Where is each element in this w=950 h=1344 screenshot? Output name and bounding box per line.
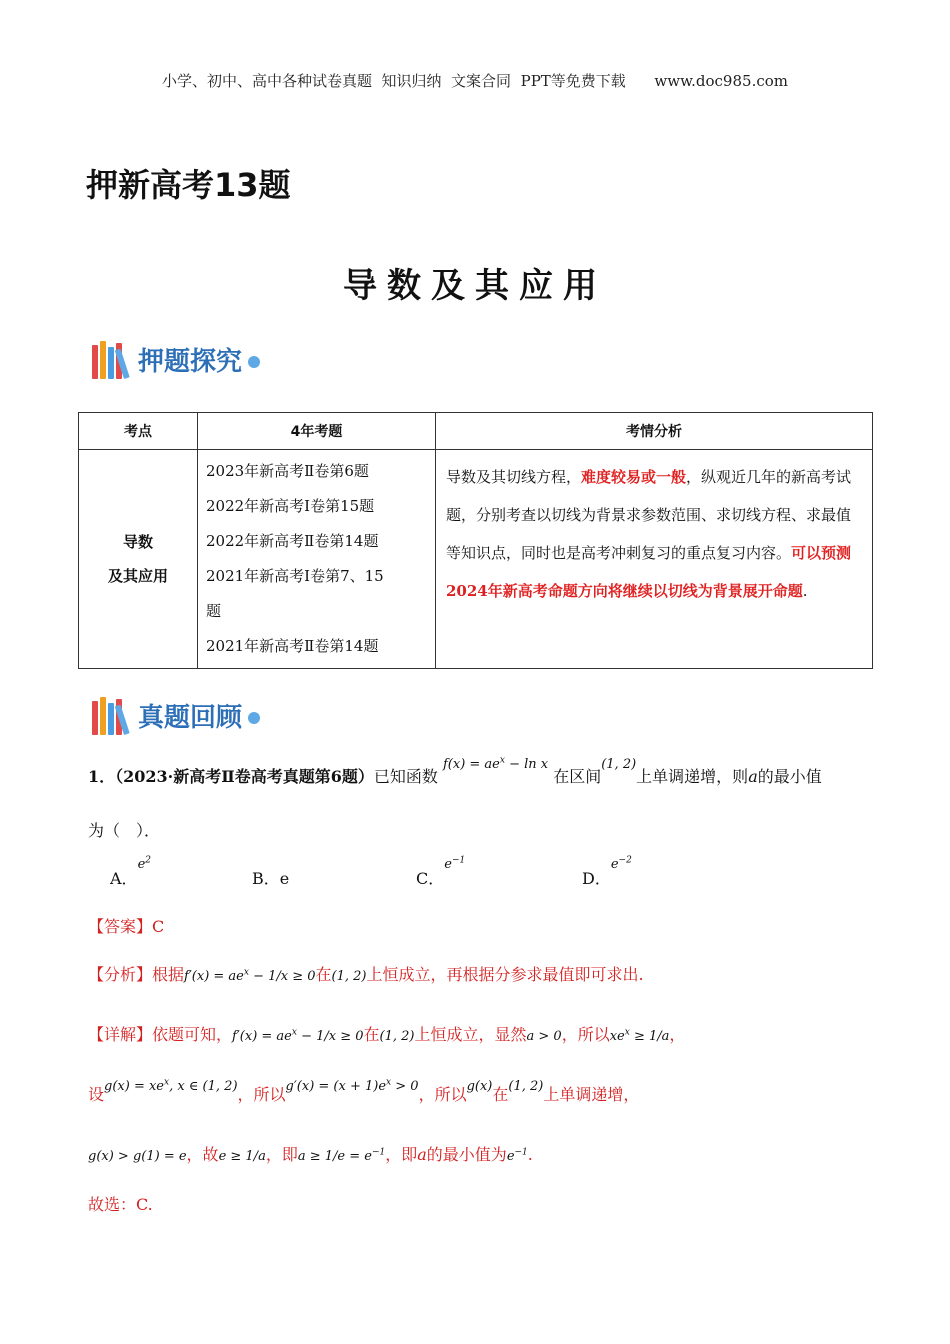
section-explore [92,334,260,384]
question-variable: a [748,767,758,786]
table-header: 考点 [79,413,198,450]
question-text: 的最小值 [757,767,822,786]
question-text: 已知函数 [373,767,438,786]
topic-line: 导数 [122,533,153,551]
analysis-text: ，纵观近几年的新高考试题，分别考查以切线为背景求参数范围、求切线方程、求最值等知识点，同时也是高考冲刺复习的重点复习内容。 [446,468,852,562]
year-item: 2023年新高考Ⅱ卷第6题 [206,462,369,480]
section-title-review: 真题回顾 [138,702,243,733]
option-d[interactable]: D．$^{e^{-2}}$ [582,855,632,888]
question-interval: (1, 2) [601,757,637,772]
table-row [79,450,873,669]
analysis-cell [436,450,873,669]
year-item: 2021年新高考Ⅰ卷第7、15 [206,567,384,585]
question-source: （2023·新高考Ⅱ卷高考真题第6题） [115,767,374,786]
table-header-row [79,413,873,450]
detail-line-2: 设$^{g(x) = xe^x, x \in (1, 2)}$，所以$^{g'(x) = (x + 1)e^x > 0}$，所以$^{g(x)}$在$^{(1, 2)}$上单调递增， [88,1077,640,1104]
year-item: 2022年新高考Ⅱ卷第14题 [206,532,379,550]
option-a[interactable]: A．$^{e^2}$ [110,855,151,888]
section-dot-icon [248,356,260,368]
years-cell [198,450,436,669]
option-c[interactable]: C．$^{e^{-1}}$ [416,855,466,888]
answer-line [88,914,164,937]
detail-line-3: g(x) > g(1) = e，故e ≥ 1/a，即$a \ge 1/e = e^{-1}$，即a的最小值为$e^{-1}$. [88,1145,533,1164]
exam-table [78,412,873,669]
year-item: 2021年新高考Ⅱ卷第14题 [206,637,379,655]
answer-tag: 【答案】 [88,917,153,936]
section-review [92,690,260,740]
section-title-explore: 押题探究 [138,346,243,377]
detail-line-1: 【详解】依题可知，$f'(x) = ae^x - 1/x \ge 0$在(1, 2)上恒成立，显然a > 0，所以$xe^x \ge 1/a$， [88,1025,686,1044]
books-icon [92,339,130,379]
analysis-highlight: 可以预测2024年新高考命题方向将继续以切线为背景展开命题 [446,544,852,600]
table-header: 4年考题 [198,413,436,450]
question-text: 上单调递增，则 [636,767,749,786]
topic-line: 及其应用 [107,567,168,585]
detail-tag: 【详解】 [88,1025,153,1044]
analysis-tag: 【分析】 [88,965,153,984]
answer-value: C [152,917,165,936]
option-b[interactable]: B．e [252,869,290,888]
question-line-1 [88,755,822,787]
topic-cell [79,450,198,669]
page-title: 押新高考13题 [86,166,291,204]
question-text: 在区间 [553,767,602,786]
analysis-line: 【分析】根据$f'(x) = ae^x - 1/x \ge 0$在(1, 2)上恒成立，再根据分参求最值即可求出. [88,965,644,984]
year-item: 2022年新高考Ⅰ卷第15题 [206,497,375,515]
books-icon [92,695,130,735]
section-dot-icon [248,712,260,724]
year-item: 题 [206,602,222,620]
page-header: 小学、初中、高中各种试卷真题 知识归纳 文案合同 PPT等免费下载 www.doc985.com [161,72,788,90]
analysis-highlight: 难度较易或一般 [581,468,687,486]
analysis-text: 导数及其切线方程， [446,468,582,486]
final-choice: 故选：C. [88,1195,153,1214]
page-subtitle: 导数及其应用 [343,266,607,306]
question-function: f(x) = aex − ln x [442,755,549,772]
question-line-2: 为（ ）． [88,821,161,840]
analysis-text: . [802,582,808,600]
question-number: 1． [88,767,116,786]
analysis-formula: $f'(x) = ae^x - 1/x \ge 0$ [184,967,316,984]
table-header: 考情分析 [436,413,873,450]
